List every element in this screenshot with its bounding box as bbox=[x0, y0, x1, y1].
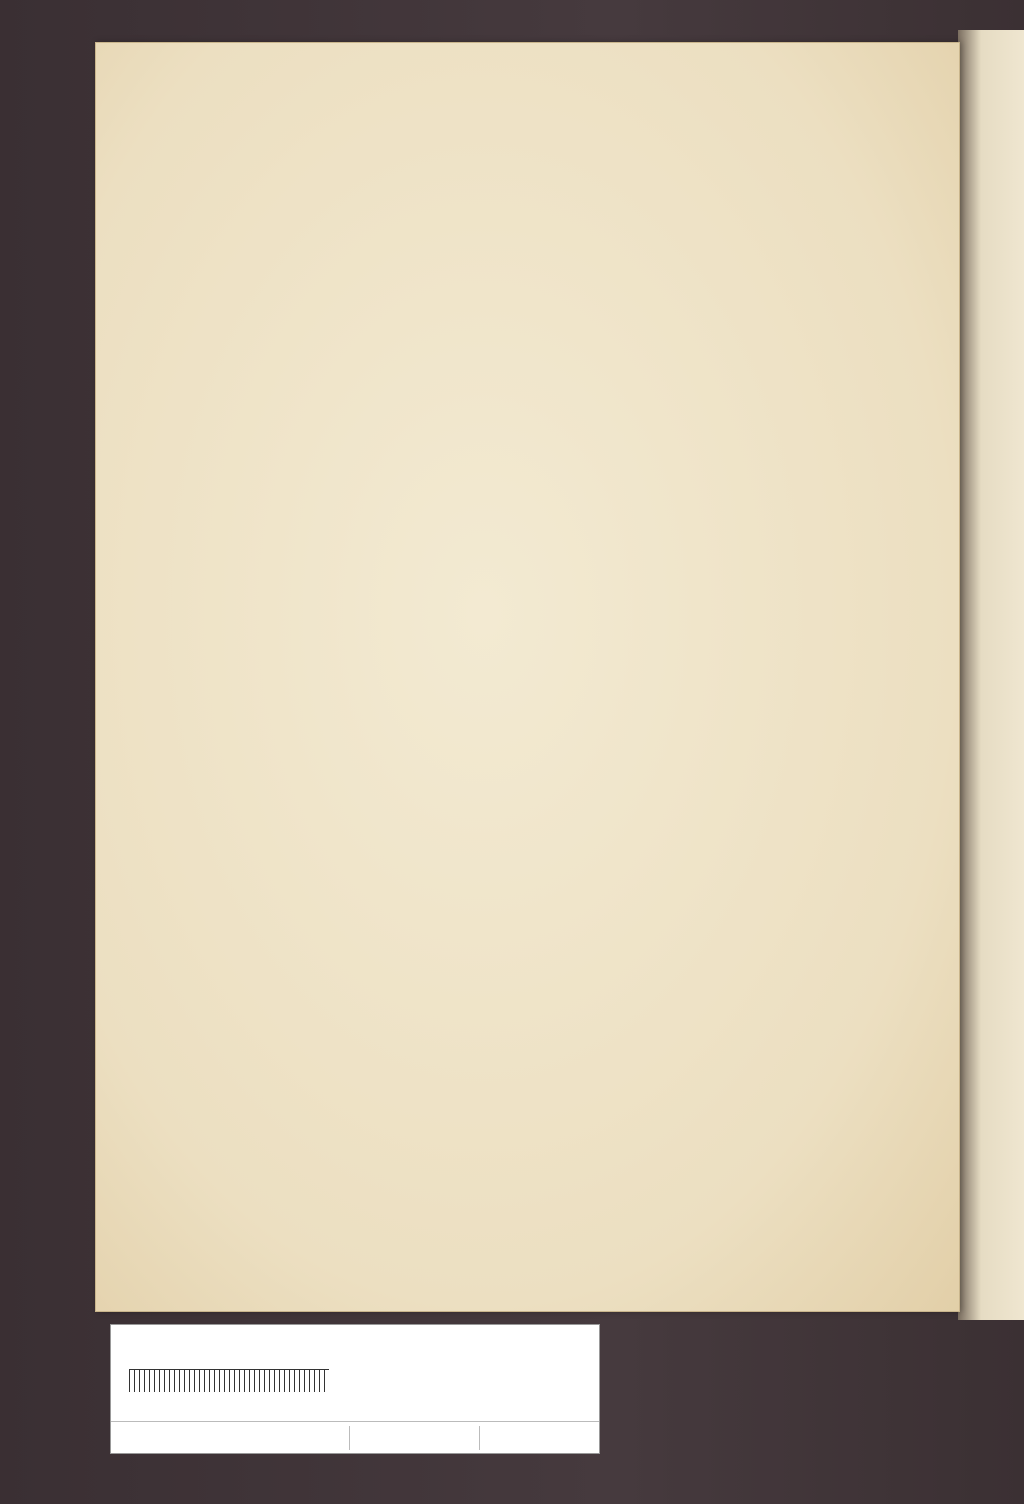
color-target-card bbox=[110, 1324, 600, 1454]
ruler-scale bbox=[129, 1369, 329, 1392]
gray-swatches bbox=[459, 1369, 589, 1415]
card-footer bbox=[111, 1421, 599, 1454]
facing-page-edge bbox=[958, 30, 1024, 1320]
book-page bbox=[95, 42, 960, 1312]
right-text-column bbox=[567, 142, 885, 164]
ruler-numbers bbox=[129, 1395, 339, 1411]
